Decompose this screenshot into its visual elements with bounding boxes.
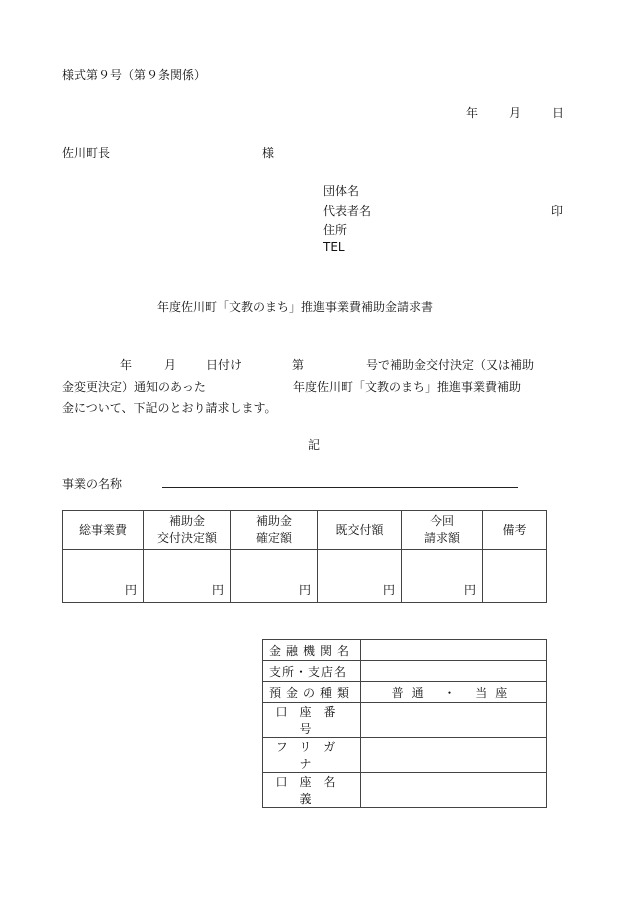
amounts-header-row [63,511,547,550]
seal-mark: 印 [551,204,564,218]
date-line [466,104,564,121]
bank-row [263,661,547,682]
header-remarks [483,511,547,550]
account-number-text: 口座番号 [275,705,348,736]
header-this-request-line1: 今回 [429,514,454,528]
header-grant-confirmed-line1: 補助金 [255,514,292,528]
body-month-label: 月 [164,358,177,372]
body-change-text: 金変更決定）通知のあった [62,380,206,394]
header-grant-decision-line2: 交付決定額 [156,531,217,545]
bank-row [263,738,547,773]
yen-unit: 円 [382,583,395,597]
header-this-request-line2: 請求額 [423,531,460,545]
project-name-label: 事業の名称 [62,477,123,491]
branch-name-value [361,661,547,682]
account-number-value [361,703,547,738]
already-paid-cell [318,550,402,603]
body-number-label: 第 [292,358,305,372]
address-label: 住所 [323,223,348,237]
header-total-cost [63,511,144,550]
amounts-table [62,510,547,603]
document-title: 年度佐川町「文教のまち」推進事業費補助金請求書 [157,300,434,314]
org-name-label: 団体名 [323,184,360,198]
bank-account-table [262,639,547,808]
form-number: 様式第９号（第９条関係） [62,68,207,82]
deposit-type-label [263,682,361,703]
body-line-3: 金について、下記のとおり請求します。 [62,401,277,415]
this-request-cell [402,550,483,603]
ki-mark: 記 [308,438,321,452]
account-number-label [263,703,361,738]
furigana-text: フリガナ [275,740,348,771]
header-grant-decision-line1: 補助金 [168,514,205,528]
bank-row [263,773,547,808]
deposit-type-text: 預金の種類 [269,685,355,700]
bank-name-text: 金融機関名 [269,643,355,658]
project-name-line [162,487,518,488]
furigana-value [361,738,547,773]
body-date-label: 日付け [206,358,243,372]
addressee-name: 佐川町長 [62,146,111,160]
branch-name-text: 支所・支店名 [269,664,348,679]
body-decision-text: 号で補助金交付決定（又は補助 [366,358,535,372]
bank-row [263,682,547,703]
account-holder-text: 口座名義 [275,775,348,806]
total-cost-cell [63,550,144,603]
grant-confirmed-cell [231,550,318,603]
date-month-label: 月 [508,106,521,120]
yen-unit: 円 [298,583,311,597]
representative-label: 代表者名 [323,204,372,218]
grant-decision-cell [144,550,231,603]
branch-name-label [263,661,361,682]
remarks-cell [483,550,547,603]
header-already-paid [318,511,402,550]
deposit-type-options: 普通 ・ 当座 [391,685,516,700]
bank-name-label [263,640,361,661]
bank-name-value [361,640,547,661]
tel-label: TEL [323,240,345,254]
yen-unit: 円 [124,583,137,597]
yen-unit: 円 [463,583,476,597]
body-year-label: 年 [120,358,133,372]
account-holder-label [263,773,361,808]
date-day-label: 日 [551,106,564,120]
furigana-label [263,738,361,773]
header-grant-confirmed-line2: 確定額 [255,531,292,545]
bank-row [263,640,547,661]
bank-row [263,703,547,738]
header-remarks-text: 備考 [502,522,527,537]
header-grant-confirmed [231,511,318,550]
header-this-request [402,511,483,550]
header-grant-decision [144,511,231,550]
addressee-suffix: 様 [262,146,275,160]
yen-unit: 円 [211,583,224,597]
amounts-value-row [63,550,547,603]
header-already-paid-text: 既交付額 [335,522,384,537]
deposit-type-value [361,682,547,703]
header-total-cost-text: 総事業費 [78,522,127,537]
account-holder-value [361,773,547,808]
date-year-label: 年 [466,106,479,120]
body-fiscal-text: 年度佐川町「文教のまち」推進事業費補助 [293,380,522,394]
